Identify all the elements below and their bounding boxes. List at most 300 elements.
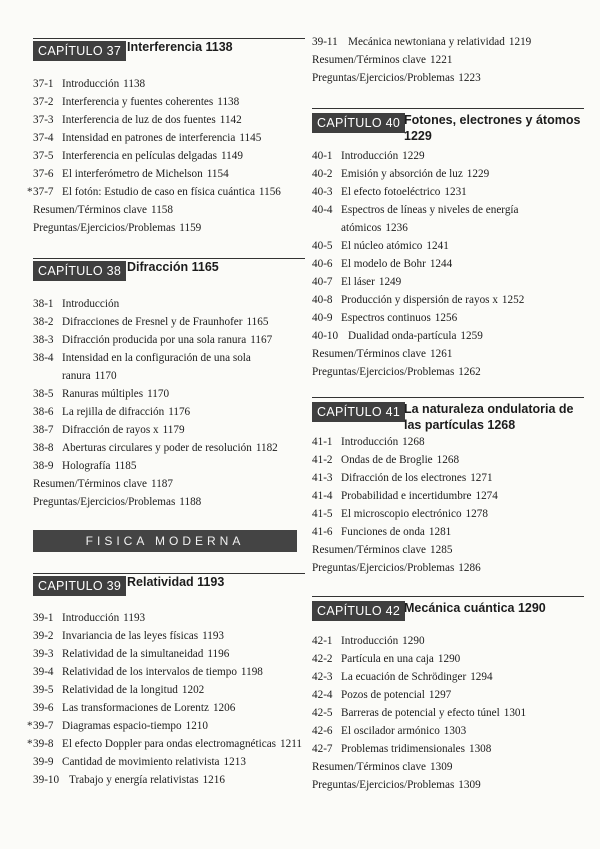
section-number-text: 41-1 bbox=[312, 436, 333, 448]
toc-entry bbox=[27, 735, 305, 753]
toc-entry bbox=[33, 681, 305, 699]
section-title-text: Interferencia en películas delgadas bbox=[62, 150, 217, 162]
section-number-text: 40-8 bbox=[312, 294, 333, 306]
toc-entry bbox=[33, 295, 305, 313]
section-title bbox=[62, 168, 229, 180]
toc-extra bbox=[312, 776, 584, 794]
section-title-text: Introducción bbox=[62, 612, 120, 624]
toc-entry bbox=[33, 663, 305, 681]
chapter-39 bbox=[27, 573, 305, 789]
section-title-text: Espectros continuos bbox=[341, 312, 431, 324]
page-number: 1179 bbox=[162, 424, 185, 436]
page-number: 1219 bbox=[508, 36, 532, 48]
chapter-42 bbox=[312, 596, 584, 794]
page-number: 1176 bbox=[168, 406, 191, 418]
section-number bbox=[27, 717, 54, 735]
section-number-text: 38-8 bbox=[33, 442, 54, 454]
page-number: 1249 bbox=[378, 276, 402, 288]
chapter-title: Fotones, electrones y átomos 1229 bbox=[404, 113, 581, 143]
chapter-label: CAPÍTULO 38 bbox=[33, 261, 126, 281]
chapter-37 bbox=[27, 38, 305, 237]
extra-title: Preguntas/Ejercicios/Problemas bbox=[312, 72, 455, 84]
toc-entry bbox=[312, 686, 584, 704]
section-title-text: Relatividad de la simultaneidad bbox=[62, 648, 204, 660]
toc-entry bbox=[33, 165, 305, 183]
section-number-text: 39-9 bbox=[33, 756, 54, 768]
toc-entry bbox=[33, 753, 305, 771]
page-number: 1244 bbox=[429, 258, 453, 270]
page-number: 1216 bbox=[202, 774, 225, 786]
section-number bbox=[312, 632, 333, 650]
chapter-header bbox=[312, 108, 584, 146]
page-number: 1241 bbox=[426, 240, 449, 252]
page-number: 1308 bbox=[468, 743, 492, 755]
section-number bbox=[33, 439, 54, 457]
section-number-text: 37-3 bbox=[33, 114, 54, 126]
section-title-text: Invariancia de las leyes físicas bbox=[62, 630, 199, 642]
section-number bbox=[33, 93, 54, 111]
extra-title: Preguntas/Ejercicios/Problemas bbox=[33, 222, 176, 234]
section-list bbox=[33, 295, 305, 511]
toc-extra bbox=[312, 541, 584, 559]
chapter-title: Difracción 1165 bbox=[127, 260, 219, 274]
section-number bbox=[33, 129, 54, 147]
header-rule bbox=[312, 397, 584, 398]
section-number-text: 42-1 bbox=[312, 635, 333, 647]
page-number: 1170 bbox=[94, 370, 117, 382]
page-number: 1309 bbox=[430, 761, 453, 773]
page-number: 1261 bbox=[430, 348, 453, 360]
section-number-text: 42-7 bbox=[312, 743, 333, 755]
section-title bbox=[62, 78, 145, 90]
section-number-text: 39-2 bbox=[33, 630, 54, 642]
section-number-text: 40-10 bbox=[312, 330, 339, 342]
chapter-title: Interferencia 1138 bbox=[127, 40, 233, 54]
section-title-text: Difracciones de Fresnel y de Fraunhofer bbox=[62, 316, 243, 328]
section-number bbox=[33, 111, 54, 129]
page-number: 1211 bbox=[280, 738, 302, 750]
section-number bbox=[33, 457, 54, 475]
toc-entry bbox=[33, 331, 305, 349]
toc-entry bbox=[312, 487, 584, 505]
page-number: 1159 bbox=[179, 222, 202, 234]
section-title-text: El interferómetro de Michelson bbox=[62, 168, 203, 180]
section-number bbox=[312, 237, 333, 255]
section-title bbox=[348, 330, 483, 342]
section-number bbox=[33, 385, 54, 403]
section-number bbox=[33, 421, 54, 439]
toc-entry bbox=[312, 309, 584, 327]
section-title bbox=[341, 204, 519, 234]
section-number-text: 40-1 bbox=[312, 150, 333, 162]
section-title-text: Partícula en una caja bbox=[341, 653, 434, 665]
section-number bbox=[312, 183, 333, 201]
toc-entry bbox=[312, 147, 584, 165]
section-list bbox=[312, 147, 584, 381]
chapter-label: CAPÍTULO 40 bbox=[312, 113, 405, 133]
chapter-title: Relatividad 1193 bbox=[127, 575, 225, 589]
chapter-41 bbox=[312, 397, 584, 577]
section-list bbox=[312, 33, 584, 87]
section-band: FISICA MODERNA bbox=[33, 530, 297, 552]
section-number bbox=[312, 505, 333, 523]
toc-extra bbox=[312, 345, 584, 363]
section-title-text: La ecuación de Schrödinger bbox=[341, 671, 467, 683]
section-list bbox=[312, 433, 584, 577]
section-title bbox=[62, 96, 239, 108]
section-number bbox=[33, 349, 54, 367]
page-number: 1268 bbox=[402, 436, 425, 448]
section-title bbox=[341, 743, 491, 755]
toc-entry bbox=[312, 704, 584, 722]
toc-entry bbox=[312, 451, 584, 469]
section-number bbox=[33, 753, 54, 771]
toc-entry bbox=[312, 740, 584, 758]
page-number: 1268 bbox=[436, 454, 460, 466]
section-title bbox=[62, 630, 224, 642]
section-title bbox=[341, 240, 449, 252]
section-number-text: 39-4 bbox=[33, 666, 54, 678]
toc-entry bbox=[312, 33, 584, 51]
section-title-text: Funciones de onda bbox=[341, 526, 425, 538]
section-number-text: 38-4 bbox=[33, 352, 54, 364]
section-title bbox=[62, 684, 204, 696]
section-number bbox=[33, 771, 59, 789]
section-title bbox=[62, 316, 268, 328]
section-title-text: Interferencia de luz de dos fuentes bbox=[62, 114, 216, 126]
section-title bbox=[62, 298, 123, 310]
page-number: 1231 bbox=[444, 186, 467, 198]
toc-entry bbox=[33, 421, 305, 439]
page-number: 1156 bbox=[258, 186, 281, 198]
page-number: 1193 bbox=[202, 630, 225, 642]
section-number-text: 40-7 bbox=[312, 276, 333, 288]
section-number-text: 39-1 bbox=[33, 612, 54, 624]
toc-extra bbox=[33, 475, 305, 493]
toc-entry bbox=[33, 645, 305, 663]
chapter-header bbox=[33, 573, 305, 599]
section-title bbox=[62, 738, 302, 750]
page-number: 1256 bbox=[434, 312, 458, 324]
toc-entry bbox=[33, 609, 305, 627]
page-number: 1252 bbox=[501, 294, 525, 306]
toc-entry bbox=[312, 722, 584, 740]
section-title bbox=[62, 406, 190, 418]
section-number bbox=[312, 704, 333, 722]
page-number: 1198 bbox=[240, 666, 263, 678]
page-number: 1206 bbox=[212, 702, 236, 714]
toc-entry bbox=[312, 255, 584, 273]
section-number bbox=[33, 295, 54, 313]
extra-title: Preguntas/Ejercicios/Problemas bbox=[312, 366, 455, 378]
section-number bbox=[312, 255, 333, 273]
toc-entry bbox=[33, 147, 305, 165]
page-number: 1196 bbox=[207, 648, 230, 660]
chapter-39-continued bbox=[312, 33, 584, 87]
extra-title: Resumen/Términos clave bbox=[33, 204, 148, 216]
section-number bbox=[312, 469, 333, 487]
section-title-text: Difracción de los electrones bbox=[341, 472, 467, 484]
page-number: 1202 bbox=[181, 684, 205, 696]
toc-entry bbox=[33, 349, 305, 385]
section-number-text: 41-4 bbox=[312, 490, 333, 502]
section-number bbox=[312, 165, 333, 183]
page-number: 1154 bbox=[206, 168, 229, 180]
chapter-label: CAPÍTULO 41 bbox=[312, 402, 405, 422]
page-number: 1185 bbox=[114, 460, 137, 472]
section-title bbox=[62, 352, 251, 382]
section-number bbox=[312, 487, 333, 505]
section-number-text: 41-5 bbox=[312, 508, 333, 520]
section-title-text: El fotón: Estudio de caso en física cuántica bbox=[62, 186, 255, 198]
toc-extra bbox=[33, 493, 305, 511]
optional-marker: * bbox=[27, 738, 33, 750]
toc-entry bbox=[312, 183, 584, 201]
section-title bbox=[62, 756, 246, 768]
chapter-header bbox=[33, 38, 305, 64]
section-title bbox=[62, 612, 145, 624]
toc-entry bbox=[312, 273, 584, 291]
section-number bbox=[33, 627, 54, 645]
toc-entry bbox=[312, 433, 584, 451]
section-title bbox=[341, 490, 498, 502]
page-number: 1187 bbox=[151, 478, 173, 490]
section-number bbox=[312, 740, 333, 758]
section-title-text: El microscopio electrónico bbox=[341, 508, 462, 520]
chapter-label: CAPÍTULO 42 bbox=[312, 601, 405, 621]
toc-entry bbox=[33, 771, 305, 789]
section-number-text: 39-5 bbox=[33, 684, 54, 696]
section-number-text: 39-3 bbox=[33, 648, 54, 660]
section-number-text: 37-6 bbox=[33, 168, 54, 180]
extra-title: Resumen/Términos clave bbox=[33, 478, 148, 490]
page-number: 1170 bbox=[147, 388, 170, 400]
section-title bbox=[62, 388, 169, 400]
toc-entry bbox=[33, 111, 305, 129]
section-number-text: 42-6 bbox=[312, 725, 333, 737]
toc-entry bbox=[33, 313, 305, 331]
page-number: 1236 bbox=[385, 222, 408, 234]
toc-extra bbox=[312, 51, 584, 69]
section-title-text: Introducción bbox=[62, 78, 120, 90]
chapter-header bbox=[312, 596, 584, 622]
section-number bbox=[33, 147, 54, 165]
section-number bbox=[33, 645, 54, 663]
page-number: 1274 bbox=[475, 490, 498, 502]
section-title bbox=[62, 666, 263, 678]
toc-entry bbox=[33, 457, 305, 475]
section-title bbox=[62, 150, 243, 162]
toc-extra bbox=[33, 201, 305, 219]
section-title bbox=[62, 114, 242, 126]
section-title bbox=[62, 442, 278, 454]
section-title bbox=[341, 454, 459, 466]
page-number: 1229 bbox=[466, 168, 490, 180]
section-number-text: 41-3 bbox=[312, 472, 333, 484]
section-title bbox=[341, 472, 493, 484]
section-title-text: Problemas tridimensionales bbox=[341, 743, 465, 755]
section-title-text: Mecánica newtoniana y relatividad bbox=[348, 36, 505, 48]
section-title bbox=[341, 508, 488, 520]
section-number-text: 37-5 bbox=[33, 150, 54, 162]
section-number bbox=[33, 313, 54, 331]
chapter-label: CAPITULO 39 bbox=[33, 576, 126, 596]
page-number: 1223 bbox=[458, 72, 481, 84]
chapter-38 bbox=[33, 258, 305, 511]
page-number: 1158 bbox=[151, 204, 173, 216]
toc-entry bbox=[312, 632, 584, 650]
header-rule bbox=[312, 596, 584, 597]
section-number-text: 38-5 bbox=[33, 388, 54, 400]
section-number bbox=[33, 403, 54, 421]
chapter-title: Mecánica cuántica 1290 bbox=[404, 601, 546, 615]
page-number: 1221 bbox=[430, 54, 453, 66]
section-list bbox=[312, 632, 584, 794]
chapter-title: La naturaleza ondulatoria de las partículas 1268 bbox=[404, 402, 574, 432]
section-number-text: 39-7 bbox=[33, 720, 54, 732]
section-title-text: Relatividad de la longitud bbox=[62, 684, 178, 696]
section-list bbox=[27, 75, 305, 237]
section-list bbox=[27, 609, 305, 789]
section-title bbox=[62, 460, 136, 472]
toc-entry bbox=[33, 93, 305, 111]
section-title bbox=[341, 725, 466, 737]
page-number: 1262 bbox=[458, 366, 481, 378]
section-title bbox=[341, 312, 457, 324]
section-title bbox=[62, 186, 281, 198]
section-number-text: 39-8 bbox=[33, 738, 54, 750]
section-number-text: 37-1 bbox=[33, 78, 54, 90]
page-number: 1145 bbox=[239, 132, 262, 144]
toc-extra bbox=[312, 559, 584, 577]
section-number bbox=[27, 735, 54, 753]
extra-title: Preguntas/Ejercicios/Problemas bbox=[33, 496, 176, 508]
section-number-text: 40-6 bbox=[312, 258, 333, 270]
section-title-text: Espectros de líneas y niveles de energía atómicos bbox=[341, 204, 519, 234]
page-number bbox=[119, 298, 123, 310]
section-title bbox=[341, 671, 493, 683]
page-number: 1290 bbox=[437, 653, 461, 665]
section-number-text: 38-3 bbox=[33, 334, 54, 346]
toc-entry bbox=[312, 523, 584, 541]
page-number: 1278 bbox=[465, 508, 488, 520]
chapter-header bbox=[312, 397, 584, 433]
page-number: 1165 bbox=[246, 316, 269, 328]
header-rule bbox=[33, 258, 305, 259]
page-number: 1285 bbox=[430, 544, 453, 556]
section-title-text: Difracción producida por una sola ranura bbox=[62, 334, 247, 346]
section-number bbox=[312, 327, 338, 345]
section-number-text: 39-11 bbox=[312, 36, 338, 48]
page-number: 1259 bbox=[460, 330, 483, 342]
section-number-text: 41-2 bbox=[312, 454, 333, 466]
section-title-text: Diagramas espacio-tiempo bbox=[62, 720, 182, 732]
section-title bbox=[341, 689, 451, 701]
section-title-text: Holografía bbox=[62, 460, 111, 472]
section-number bbox=[312, 291, 333, 309]
toc-extra bbox=[312, 363, 584, 381]
section-title-text: El modelo de Bohr bbox=[341, 258, 426, 270]
page-number: 1182 bbox=[255, 442, 278, 454]
section-title-text: El oscilador armónico bbox=[341, 725, 440, 737]
extra-title: Preguntas/Ejercicios/Problemas bbox=[312, 562, 455, 574]
section-title-text: Ranuras múltiples bbox=[62, 388, 144, 400]
chapter-label: CAPÍTULO 37 bbox=[33, 41, 126, 61]
section-number bbox=[312, 33, 338, 51]
section-title-text: Relatividad de los intervalos de tiempo bbox=[62, 666, 237, 678]
page-number: 1167 bbox=[250, 334, 273, 346]
section-number bbox=[27, 183, 54, 201]
page-number: 1301 bbox=[503, 707, 527, 719]
section-number bbox=[312, 650, 333, 668]
section-number-text: 38-1 bbox=[33, 298, 54, 310]
section-number bbox=[33, 331, 54, 349]
section-title bbox=[341, 168, 489, 180]
page-number: 1281 bbox=[428, 526, 452, 538]
extra-title: Resumen/Términos clave bbox=[312, 348, 427, 360]
page-number: 1271 bbox=[470, 472, 493, 484]
section-title-text: El núcleo atómico bbox=[341, 240, 423, 252]
section-number bbox=[33, 699, 54, 717]
page-number: 1213 bbox=[223, 756, 246, 768]
section-number bbox=[312, 309, 333, 327]
section-title-text: Ondas de de Broglie bbox=[341, 454, 433, 466]
section-title-text: Cantidad de movimiento relativista bbox=[62, 756, 220, 768]
section-number bbox=[312, 273, 333, 291]
page-number: 1309 bbox=[458, 779, 481, 791]
optional-marker: * bbox=[27, 186, 33, 198]
section-number-text: 38-6 bbox=[33, 406, 54, 418]
toc-entry bbox=[312, 469, 584, 487]
section-number bbox=[33, 609, 54, 627]
section-number bbox=[312, 433, 333, 451]
section-title bbox=[341, 186, 467, 198]
section-title-text: Aberturas circulares y poder de resolución bbox=[62, 442, 252, 454]
section-title bbox=[341, 150, 425, 162]
toc-entry bbox=[312, 327, 584, 345]
section-number-text: 38-9 bbox=[33, 460, 54, 472]
toc-entry bbox=[312, 505, 584, 523]
page-number: 1229 bbox=[402, 150, 425, 162]
section-number-text: 42-3 bbox=[312, 671, 333, 683]
section-title-text: Intensidad en la configuración de una sola ranura bbox=[62, 352, 251, 382]
page-number: 1297 bbox=[428, 689, 452, 701]
toc-extra bbox=[33, 219, 305, 237]
section-title-text: Intensidad en patrones de interferencia bbox=[62, 132, 236, 144]
section-number-text: 38-7 bbox=[33, 424, 54, 436]
header-rule bbox=[33, 38, 305, 39]
section-number-text: 37-7 bbox=[33, 186, 54, 198]
section-number bbox=[33, 165, 54, 183]
section-title-text: El láser bbox=[341, 276, 375, 288]
section-title-text: Introducción bbox=[341, 150, 399, 162]
section-title-text: Probabilidad e incertidumbre bbox=[341, 490, 472, 502]
section-number-text: 40-2 bbox=[312, 168, 333, 180]
section-number-text: 42-2 bbox=[312, 653, 333, 665]
toc-entry bbox=[33, 385, 305, 403]
section-number-text: 40-3 bbox=[312, 186, 333, 198]
section-title-text: Las transformaciones de Lorentz bbox=[62, 702, 209, 714]
section-title bbox=[341, 276, 401, 288]
section-title bbox=[341, 635, 425, 647]
page-number: 1142 bbox=[219, 114, 242, 126]
section-title-text: El efecto fotoeléctrico bbox=[341, 186, 441, 198]
section-number bbox=[312, 147, 333, 165]
section-number bbox=[33, 681, 54, 699]
section-title-text: Introducción bbox=[341, 635, 399, 647]
toc-entry bbox=[312, 201, 584, 237]
section-number-text: 42-4 bbox=[312, 689, 333, 701]
